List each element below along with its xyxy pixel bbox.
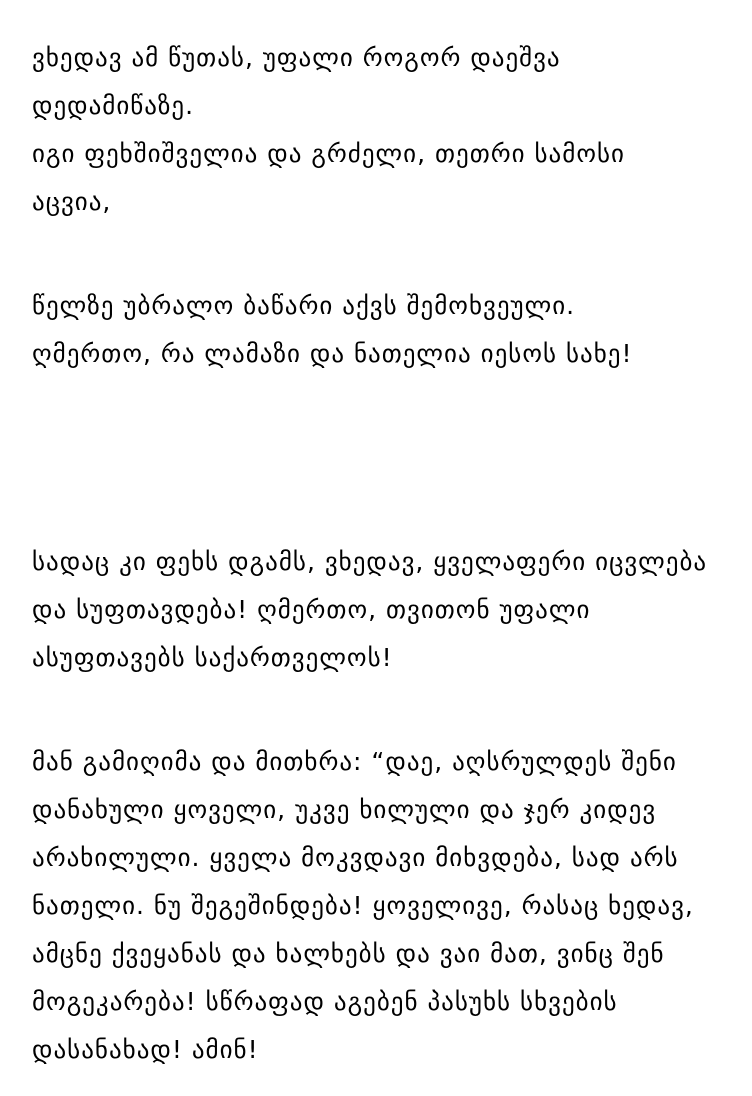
text-line: დასანახად! ამინ!: [32, 1035, 259, 1064]
text-line: დედამიწაზე.: [32, 91, 195, 120]
text-line: არახილული. ყველა მოკვდავი მიხვდება, სად არს: [32, 843, 679, 872]
text-line: მოგეკარება! სწრაფად აგებენ პასუხს სხვების: [32, 987, 618, 1016]
text-line: და სუფთავდება! ღმერთო, თვითონ უფალი: [32, 595, 591, 624]
text-line: ღმერთო, რა ლამაზი და ნათელია იესოს სახე!: [32, 339, 633, 368]
text-line: მან გამიღიმა და მითხრა: “დაე, აღსრულდეს შენი: [32, 747, 677, 776]
text-line: ამცნე ქვეყანას და ხალხებს და ვაი მათ, ვინც შენ: [32, 939, 665, 968]
text-line: ნათელი. ნუ შეგეშინდება! ყოველივე, რასაც ხედავ,: [32, 891, 694, 920]
text-line: იგი ფეხშიშველია და გრძელი, თეთრი სამოსი: [32, 139, 625, 168]
text-line: დანახული ყოველი, უკვე ხილული და ჯერ კიდევ: [32, 795, 657, 824]
text-line: სადაც კი ფეხს დგამს, ვხედავ, ყველაფერი იცვლება: [32, 547, 708, 576]
text-line: ვხედავ ამ წუთას, უფალი როგორ დაეშვა: [32, 43, 561, 72]
text-line: ასუფთავებს საქართველოს!: [32, 643, 393, 672]
text-line: აცვია,: [32, 187, 112, 216]
text-line: წელზე უბრალო ბაწარი აქვს შემოხვეული.: [32, 291, 576, 320]
